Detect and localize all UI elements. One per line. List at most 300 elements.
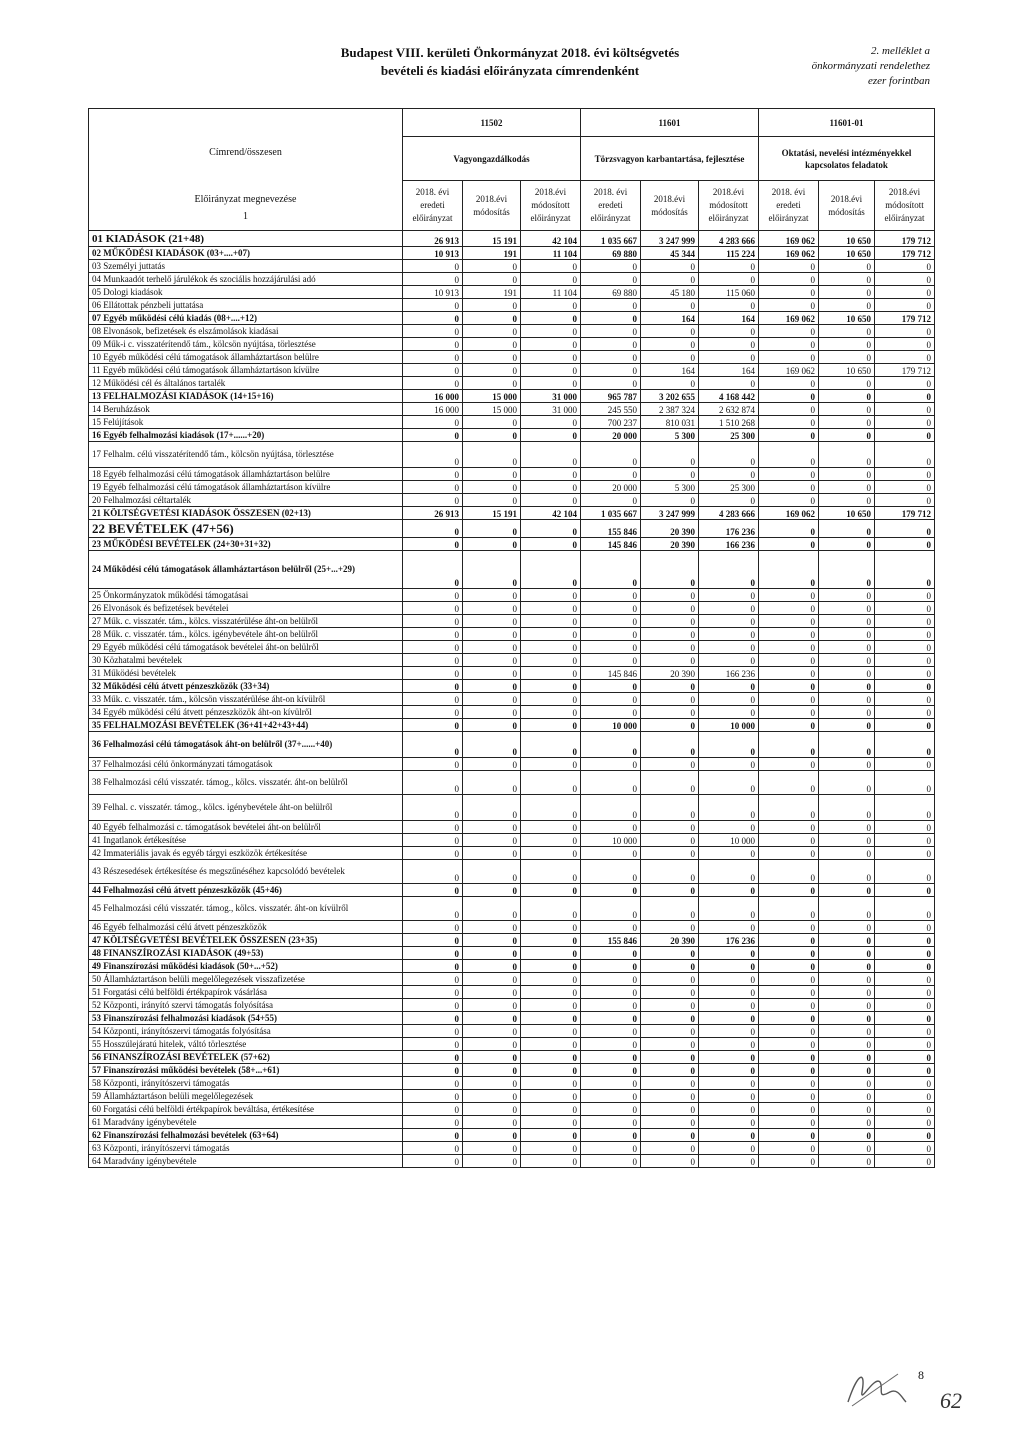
row-value: 179 712	[875, 231, 935, 247]
row-value: 0	[581, 999, 641, 1012]
row-value: 2 632 874	[699, 403, 759, 416]
row-value: 25 300	[699, 429, 759, 442]
row-value: 0	[403, 999, 463, 1012]
row-value: 0	[581, 795, 641, 821]
table-row	[89, 377, 935, 390]
row-value: 0	[875, 758, 935, 771]
row-value: 0	[759, 821, 819, 834]
row-value: 0	[463, 693, 521, 706]
row-value: 0	[875, 551, 935, 589]
row-value: 0	[403, 628, 463, 641]
row-value: 0	[699, 468, 759, 481]
column-header	[641, 181, 699, 231]
row-value: 0	[403, 429, 463, 442]
row-value: 10 000	[581, 719, 641, 732]
row-value: 0	[819, 494, 875, 507]
row-value: 0	[699, 884, 759, 897]
row-value: 0	[521, 1090, 581, 1103]
row-value: 0	[403, 706, 463, 719]
row-value: 0	[521, 999, 581, 1012]
row-label: 12 Működési cél és általános tartalék	[89, 377, 403, 390]
row-value: 0	[699, 260, 759, 273]
column-header	[521, 181, 581, 231]
row-value: 0	[463, 364, 521, 377]
table-row	[89, 719, 935, 732]
row-value: 0	[759, 260, 819, 273]
row-value: 0	[819, 1064, 875, 1077]
row-value: 0	[403, 771, 463, 795]
row-label: 40 Egyéb felhalmozási c. támogatások bevételei áht-on belülről	[89, 821, 403, 834]
row-value: 11 104	[521, 247, 581, 260]
row-value: 0	[759, 520, 819, 538]
row-value: 0	[463, 1103, 521, 1116]
row-value: 0	[403, 416, 463, 429]
row-value: 0	[463, 468, 521, 481]
row-value: 16 000	[403, 403, 463, 416]
row-value: 0	[759, 693, 819, 706]
row-value: 0	[875, 628, 935, 641]
row-value: 0	[403, 1012, 463, 1025]
row-label: 36 Felhalmozási célú támogatások áht-on belülről (37+......+40)	[89, 732, 403, 758]
row-value: 0	[581, 273, 641, 286]
row-value: 0	[699, 641, 759, 654]
row-value: 0	[819, 1155, 875, 1168]
row-value: 0	[759, 847, 819, 860]
row-label: 28 Műk. c. visszatér. tám., kölcs. igénybevétele áht-on belülről	[89, 628, 403, 641]
row-label: 18 Egyéb felhalmozási célú támogatások államháztartáson belülre	[89, 468, 403, 481]
row-label: 05 Dologi kiadások	[89, 286, 403, 299]
table-row	[89, 325, 935, 338]
row-value: 0	[403, 468, 463, 481]
row-value: 0	[641, 680, 699, 693]
row-value: 0	[521, 1116, 581, 1129]
table-row	[89, 1012, 935, 1025]
row-value: 0	[699, 821, 759, 834]
row-value: 0	[699, 1155, 759, 1168]
row-value: 0	[463, 1142, 521, 1155]
row-value: 0	[819, 834, 875, 847]
table-row	[89, 551, 935, 589]
row-label: 57 Finanszírozási működési bevételek (58+...+61)	[89, 1064, 403, 1077]
row-label: 45 Felhalmozási célú visszatér. támog., kölcs. visszatér. áht-on kívülről	[89, 897, 403, 921]
row-value: 0	[641, 847, 699, 860]
row-value: 0	[641, 1142, 699, 1155]
row-value: 0	[875, 1038, 935, 1051]
row-value: 0	[699, 693, 759, 706]
row-value: 0	[581, 1090, 641, 1103]
row-label: 47 KÖLTSÉGVETÉSI BEVÉTELEK ÖSSZESEN (23+35)	[89, 934, 403, 947]
row-value: 0	[699, 442, 759, 468]
row-value: 1 035 667	[581, 231, 641, 247]
row-value: 0	[521, 351, 581, 364]
row-value: 0	[759, 1142, 819, 1155]
column-header-line: előirányzat	[708, 213, 749, 223]
row-value: 0	[463, 1038, 521, 1051]
row-value: 0	[819, 693, 875, 706]
row-value: 0	[521, 821, 581, 834]
row-value: 0	[819, 1077, 875, 1090]
row-value: 0	[581, 860, 641, 884]
row-value: 0	[875, 442, 935, 468]
row-value: 0	[521, 299, 581, 312]
row-value: 4 283 666	[699, 507, 759, 520]
row-value: 0	[819, 1025, 875, 1038]
row-label: 06 Ellátottak pénzbeli juttatása	[89, 299, 403, 312]
page-number: 8	[918, 1368, 924, 1382]
row-value: 0	[875, 589, 935, 602]
row-value: 0	[699, 325, 759, 338]
row-value: 169 062	[759, 231, 819, 247]
table-row	[89, 1155, 935, 1168]
row-value: 0	[463, 897, 521, 921]
row-value: 179 712	[875, 312, 935, 325]
row-value: 0	[759, 468, 819, 481]
row-value: 0	[521, 667, 581, 680]
row-value: 0	[463, 795, 521, 821]
row-value: 166 236	[699, 667, 759, 680]
row-value: 191	[463, 247, 521, 260]
row-value: 0	[581, 693, 641, 706]
row-value: 0	[403, 312, 463, 325]
row-value: 15 191	[463, 231, 521, 247]
table-row	[89, 416, 935, 429]
row-value: 0	[521, 1038, 581, 1051]
row-value: 0	[521, 442, 581, 468]
corner-number: 1	[243, 211, 248, 222]
table-row	[89, 1103, 935, 1116]
row-value: 0	[759, 973, 819, 986]
row-label: 35 FELHALMOZÁSI BEVÉTELEK (36+41+42+43+44)	[89, 719, 403, 732]
row-label: 52 Központi, irányító szervi támogatás folyósítása	[89, 999, 403, 1012]
row-value: 0	[699, 847, 759, 860]
row-value: 0	[641, 1051, 699, 1064]
row-value: 20 000	[581, 481, 641, 494]
column-header	[699, 181, 759, 231]
row-value: 0	[581, 628, 641, 641]
row-value: 0	[641, 628, 699, 641]
row-value: 0	[759, 351, 819, 364]
row-value: 0	[521, 602, 581, 615]
row-value: 26 913	[403, 507, 463, 520]
row-value: 0	[875, 795, 935, 821]
row-label: 59 Államháztartáson belüli megelőlegezések	[89, 1090, 403, 1103]
group-code-11601: 11601	[581, 109, 759, 137]
row-value: 0	[581, 351, 641, 364]
row-value: 0	[521, 834, 581, 847]
row-value: 0	[581, 602, 641, 615]
row-value: 0	[819, 481, 875, 494]
row-label: 08 Elvonások, befizetések és elszámolások kiadásai	[89, 325, 403, 338]
row-label: 01 KIADÁSOK (21+48)	[89, 231, 403, 247]
table-row	[89, 520, 935, 538]
row-value: 0	[463, 312, 521, 325]
row-value: 0	[521, 1064, 581, 1077]
row-value: 0	[581, 468, 641, 481]
group-name-11502: Vagyongazdálkodás	[403, 137, 581, 181]
row-value: 0	[641, 732, 699, 758]
row-value: 0	[819, 1012, 875, 1025]
row-value: 0	[641, 1012, 699, 1025]
row-value: 0	[641, 1077, 699, 1090]
row-value: 0	[875, 680, 935, 693]
row-value: 0	[875, 416, 935, 429]
row-value: 0	[521, 847, 581, 860]
row-value: 0	[403, 732, 463, 758]
row-value: 0	[819, 973, 875, 986]
row-value: 0	[463, 771, 521, 795]
column-header-line: előirányzat	[768, 213, 809, 223]
row-value: 0	[463, 973, 521, 986]
row-value: 0	[875, 429, 935, 442]
row-label: 30 Közhatalmi bevételek	[89, 654, 403, 667]
table-row	[89, 921, 935, 934]
row-label: 46 Egyéb felhalmozási célú átvett pénzeszközök	[89, 921, 403, 934]
row-value: 0	[463, 325, 521, 338]
row-value: 0	[819, 403, 875, 416]
row-value: 0	[759, 641, 819, 654]
row-value: 0	[641, 719, 699, 732]
row-value: 0	[521, 615, 581, 628]
row-value: 0	[403, 947, 463, 960]
row-value: 0	[759, 1116, 819, 1129]
column-header-line: 2018.évi	[653, 193, 686, 204]
row-value: 0	[759, 884, 819, 897]
column-header-line: előirányzat	[590, 213, 631, 223]
row-value: 0	[819, 538, 875, 551]
row-value: 0	[581, 641, 641, 654]
column-header-line: eredeti	[420, 200, 445, 210]
row-value: 0	[521, 960, 581, 973]
row-value: 0	[759, 758, 819, 771]
row-value: 0	[521, 884, 581, 897]
row-value: 700 237	[581, 416, 641, 429]
row-value: 10 650	[819, 312, 875, 325]
row-value: 0	[581, 377, 641, 390]
row-value: 0	[641, 1038, 699, 1051]
row-value: 0	[875, 1142, 935, 1155]
row-value: 0	[521, 771, 581, 795]
row-value: 0	[759, 325, 819, 338]
row-value: 0	[521, 1103, 581, 1116]
row-label: 10 Egyéb működési célú támogatások államháztartáson belülre	[89, 351, 403, 364]
row-value: 0	[581, 1116, 641, 1129]
row-value: 0	[759, 986, 819, 999]
row-value: 1 510 268	[699, 416, 759, 429]
row-value: 0	[699, 351, 759, 364]
row-value: 0	[875, 520, 935, 538]
row-label: 63 Központi, irányítószervi támogatás	[89, 1142, 403, 1155]
row-value: 0	[759, 1025, 819, 1038]
row-value: 0	[759, 999, 819, 1012]
row-value: 10 000	[699, 719, 759, 732]
row-value: 0	[641, 960, 699, 973]
table-row	[89, 1142, 935, 1155]
row-value: 0	[759, 667, 819, 680]
row-value: 0	[759, 1012, 819, 1025]
row-value: 0	[819, 986, 875, 999]
row-value: 0	[699, 1077, 759, 1090]
row-value: 0	[521, 273, 581, 286]
table-row	[89, 273, 935, 286]
row-label: 04 Munkaadót terhelő járulékok és szociális hozzájárulási adó	[89, 273, 403, 286]
row-value: 0	[521, 732, 581, 758]
group-code-11601-01: 11601-01	[759, 109, 935, 137]
row-value: 0	[875, 732, 935, 758]
row-value: 0	[521, 429, 581, 442]
table-row	[89, 795, 935, 821]
row-value: 0	[641, 1103, 699, 1116]
row-value: 42 104	[521, 231, 581, 247]
row-value: 0	[403, 1025, 463, 1038]
row-value: 0	[875, 973, 935, 986]
row-value: 164	[641, 364, 699, 377]
row-label: 21 KÖLTSÉGVETÉSI KIADÁSOK ÖSSZESEN (02+13)	[89, 507, 403, 520]
row-value: 0	[759, 960, 819, 973]
row-value: 0	[521, 1142, 581, 1155]
row-value: 0	[521, 921, 581, 934]
column-header-line: módosítás	[473, 206, 510, 217]
row-value: 0	[641, 884, 699, 897]
row-value: 45 344	[641, 247, 699, 260]
row-value: 0	[403, 602, 463, 615]
row-value: 0	[521, 494, 581, 507]
row-value: 16 000	[403, 390, 463, 403]
row-value: 0	[819, 429, 875, 442]
row-value: 0	[641, 641, 699, 654]
table-row	[89, 884, 935, 897]
row-value: 0	[875, 1090, 935, 1103]
row-value: 191	[463, 286, 521, 299]
row-value: 0	[403, 934, 463, 947]
row-value: 0	[463, 615, 521, 628]
row-value: 0	[641, 602, 699, 615]
table-row	[89, 615, 935, 628]
row-label: 29 Egyéb működési célú támogatások bevételei áht-on belülről	[89, 641, 403, 654]
row-value: 0	[819, 628, 875, 641]
table-row	[89, 494, 935, 507]
row-value: 166 236	[699, 538, 759, 551]
row-value: 0	[819, 416, 875, 429]
column-header-line: 2018. évi	[415, 187, 450, 197]
row-value: 176 236	[699, 520, 759, 538]
row-value: 0	[819, 897, 875, 921]
row-value: 0	[819, 615, 875, 628]
row-value: 10 650	[819, 231, 875, 247]
row-value: 0	[699, 1025, 759, 1038]
row-value: 0	[819, 771, 875, 795]
row-value: 0	[581, 1129, 641, 1142]
row-value: 69 880	[581, 247, 641, 260]
row-value: 0	[759, 429, 819, 442]
row-value: 0	[875, 1103, 935, 1116]
row-value: 0	[581, 973, 641, 986]
row-label: 33 Műk. c. visszatér. tám., kölcsön visszatérülése áht-on kívülről	[89, 693, 403, 706]
column-header-line: 2018.évi	[475, 193, 508, 204]
row-value: 0	[875, 602, 935, 615]
row-value: 5 300	[641, 481, 699, 494]
row-value: 0	[875, 390, 935, 403]
row-value: 0	[463, 429, 521, 442]
annex-note-line-3: ezer forintban	[867, 75, 930, 87]
row-value: 0	[641, 468, 699, 481]
table-row	[89, 338, 935, 351]
row-value: 0	[641, 693, 699, 706]
row-value: 0	[403, 1064, 463, 1077]
row-label: 22 BEVÉTELEK (47+56)	[89, 520, 403, 538]
row-value: 0	[403, 273, 463, 286]
row-value: 0	[875, 1116, 935, 1129]
row-value: 0	[581, 312, 641, 325]
row-value: 0	[759, 654, 819, 667]
row-value: 0	[699, 771, 759, 795]
row-label: 50 Államháztartáson belüli megelőlegezések visszafizetése	[89, 973, 403, 986]
corner-title: Címrend/összesen	[209, 147, 282, 158]
column-header-line: eredeti	[776, 200, 801, 210]
table-row	[89, 442, 935, 468]
row-value: 0	[759, 377, 819, 390]
row-label: 49 Finanszírozási működési kiadások (50+...+52)	[89, 960, 403, 973]
row-value: 0	[819, 821, 875, 834]
row-value: 0	[875, 615, 935, 628]
table-row	[89, 706, 935, 719]
row-value: 179 712	[875, 247, 935, 260]
row-value: 0	[581, 847, 641, 860]
row-label: 11 Egyéb működési célú támogatások államháztartáson kívülre	[89, 364, 403, 377]
row-value: 0	[403, 1051, 463, 1064]
row-value: 0	[463, 494, 521, 507]
row-value: 164	[699, 312, 759, 325]
row-value: 0	[521, 654, 581, 667]
row-value: 0	[875, 641, 935, 654]
row-value: 0	[875, 338, 935, 351]
row-value: 0	[521, 377, 581, 390]
row-value: 5 300	[641, 429, 699, 442]
column-header-line: 2018. évi	[771, 187, 806, 197]
row-value: 0	[819, 732, 875, 758]
column-header-line: 2018. évi	[593, 187, 628, 197]
row-value: 176 236	[699, 934, 759, 947]
row-value: 115 224	[699, 247, 759, 260]
column-header-line: 2018.évi	[534, 187, 567, 197]
row-value: 0	[581, 364, 641, 377]
row-value: 0	[641, 273, 699, 286]
row-value: 0	[875, 667, 935, 680]
row-value: 0	[521, 551, 581, 589]
row-value: 0	[819, 442, 875, 468]
row-value: 0	[875, 1012, 935, 1025]
row-label: 42 Immateriális javak és egyéb tárgyi eszközök értékesítése	[89, 847, 403, 860]
row-value: 0	[641, 921, 699, 934]
row-value: 0	[463, 377, 521, 390]
row-value: 0	[875, 986, 935, 999]
row-value: 0	[759, 299, 819, 312]
table-row	[89, 1077, 935, 1090]
column-header-line: 2018.évi	[830, 193, 863, 204]
row-value: 0	[759, 921, 819, 934]
table-row	[89, 351, 935, 364]
row-value: 0	[521, 1012, 581, 1025]
row-value: 0	[875, 1155, 935, 1168]
row-value: 0	[699, 1116, 759, 1129]
table-row	[89, 602, 935, 615]
row-label: 14 Beruházások	[89, 403, 403, 416]
row-label: 58 Központi, irányítószervi támogatás	[89, 1077, 403, 1090]
row-value: 0	[641, 999, 699, 1012]
row-value: 0	[819, 758, 875, 771]
column-header-line: 2018.évi	[888, 187, 921, 197]
row-value: 0	[819, 589, 875, 602]
row-value: 0	[463, 667, 521, 680]
